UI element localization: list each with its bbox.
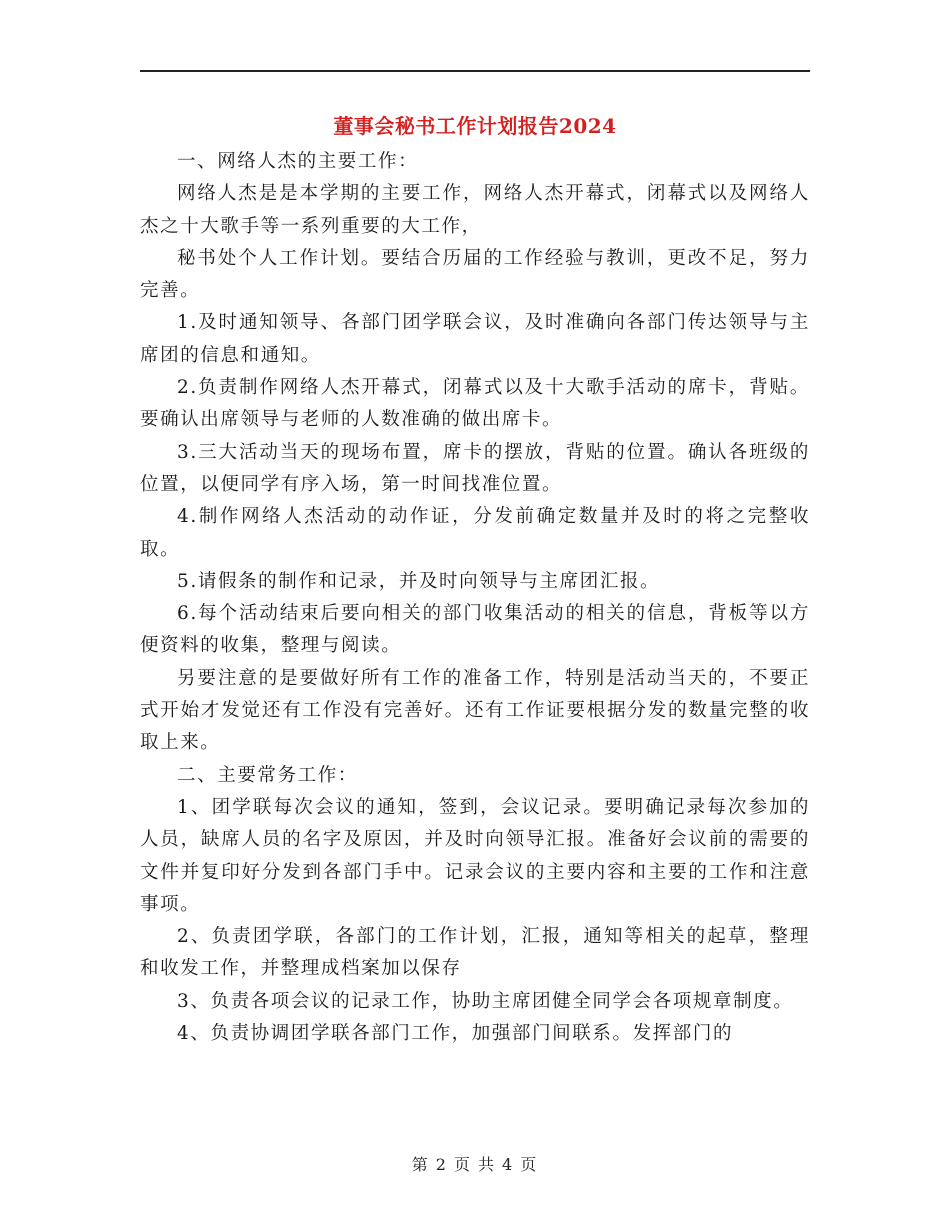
paragraph: 2、负责团学联，各部门的工作计划，汇报，通知等相关的起草，整理和收发工作，并整理成档案加以保存 [140,926,810,980]
paragraph: 4.制作网络人杰活动的动作证，分发前确定数量并及时的将之完整收取。 [140,506,810,560]
paragraph: 2.负责制作网络人杰开幕式，闭幕式以及十大歌手活动的席卡，背贴。要确认出席领导与老师的人数准确的做出席卡。 [140,377,810,431]
paragraph: 1、团学联每次会议的通知，签到，会议记录。要明确记录每次参加的人员，缺席人员的名字及原因，并及时向领导汇报。准备好会议前的需要的文件并复印好分发到各部门手中。记录会议的主要内容和主要的工作和注意事项。 [140,796,810,915]
paragraph: 4、负责协调团学联各部门工作，加强部门间联系。发挥部门的 [177,1023,734,1045]
paragraph: 3.三大活动当天的现场布置，席卡的摆放，背贴的位置。确认各班级的位置，以便同学有序入场，第一时间找准位置。 [140,441,810,495]
footer-page-word: 页 [453,1155,472,1174]
paragraph: 1.及时通知领导、各部门团学联会议，及时准确向各部门传达领导与主席团的信息和通知。 [140,312,810,366]
paragraph: 秘书处个人工作计划。要结合历届的工作经验与教训，更改不足，努力完善。 [140,247,810,302]
total-pages-number: 4 [502,1155,515,1174]
paragraph: 一、网络人杰的主要工作： [177,151,419,172]
paragraph: 二、主要常务工作： [177,764,358,786]
document-body [140,146,810,1050]
paragraph: 6.每个活动结束后要向相关的部门收集活动的相关的信息，背板等以方便资料的收集，整理与阅读。 [140,603,810,657]
footer-suffix: 页 [520,1155,539,1174]
footer-prefix: 第 [411,1155,430,1174]
current-page-number: 2 [435,1155,448,1174]
paragraph: 3、负责各项会议的记录工作，协助主席团健全同学会各项规章制度。 [177,990,794,1012]
paragraph: 另要注意的是要做好所有工作的准备工作，特别是活动当天的，不要正式开始才发觉还有工作没有完善好。还有工作证要根据分发的数量完整的收取上来。 [140,667,810,754]
header-rule [140,70,810,72]
page-footer [0,1152,950,1175]
footer-total-word: 共 [478,1155,497,1174]
paragraph: 网络人杰是是本学期的主要工作，网络人杰开幕式，闭幕式以及网络人杰之十大歌手等一系列重要的大工作， [140,183,810,237]
document-title: 董事会秘书工作计划报告2024 [333,114,617,138]
paragraph: 5.请假条的制作和记录，并及时向领导与主席团汇报。 [177,570,661,592]
